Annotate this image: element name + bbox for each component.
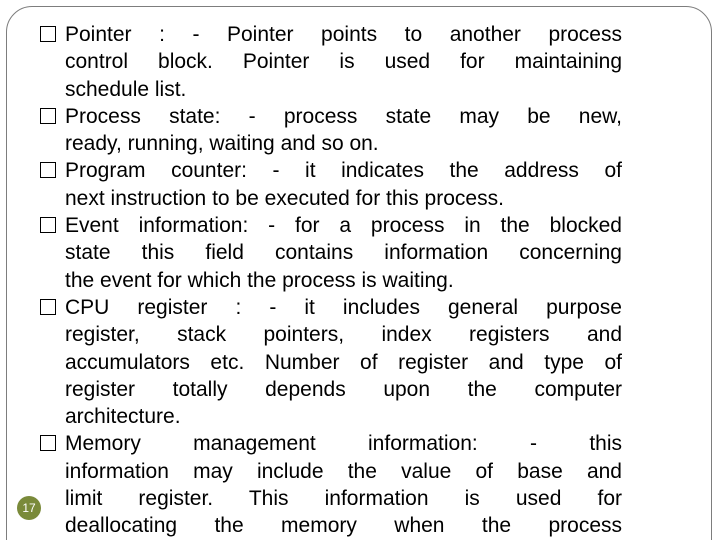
checkbox-bullet-icon [40, 299, 56, 315]
text-line: accumulators etc. Number of register and type of [65, 350, 622, 374]
bullet-event-information [40, 212, 622, 294]
text-line: CPU register : - it includes general purpose [65, 295, 622, 319]
checkbox-bullet-icon [40, 435, 56, 451]
text-line: deallocating the memory when the process [65, 514, 622, 538]
page-number-badge: 17 [17, 496, 41, 520]
text-line: ready, running, waiting and so on. [65, 132, 379, 156]
bullet-program-counter [40, 157, 622, 212]
text-line: limit register. This information is used for [65, 487, 622, 511]
bullet-list [40, 21, 622, 540]
text-line: Event information: - for a process in the blocked [65, 214, 622, 238]
text-line: register totally depends upon the computer [65, 377, 622, 401]
text-line: state this field contains information concerning [65, 241, 622, 265]
text-line: information may include the value of base and [65, 459, 622, 483]
text-line: Pointer : - Pointer points to another process [65, 23, 622, 46]
checkbox-bullet-icon [40, 108, 56, 124]
text-line: architecture. [65, 405, 181, 429]
text-line: Program counter: - it indicates the address of [65, 159, 622, 183]
text-line: control block. Pointer is used for maintaining [65, 50, 622, 74]
bullet-memory-management [40, 430, 622, 539]
bullet-cpu-register [40, 294, 622, 430]
text-line: schedule list. [65, 77, 187, 101]
text-line: Memory management information: - this [65, 432, 622, 456]
checkbox-bullet-icon [40, 162, 56, 178]
checkbox-bullet-icon [40, 26, 56, 42]
text-line: Process state: - process state may be new, [65, 104, 622, 128]
text-line: the event for which the process is waiting. [65, 268, 454, 292]
text-line: register, stack pointers, index registers and [65, 323, 622, 347]
bullet-process-state [40, 103, 622, 158]
text-line: next instruction to be executed for this process. [65, 186, 504, 210]
bullet-pointer [40, 21, 622, 103]
checkbox-bullet-icon [40, 217, 56, 233]
